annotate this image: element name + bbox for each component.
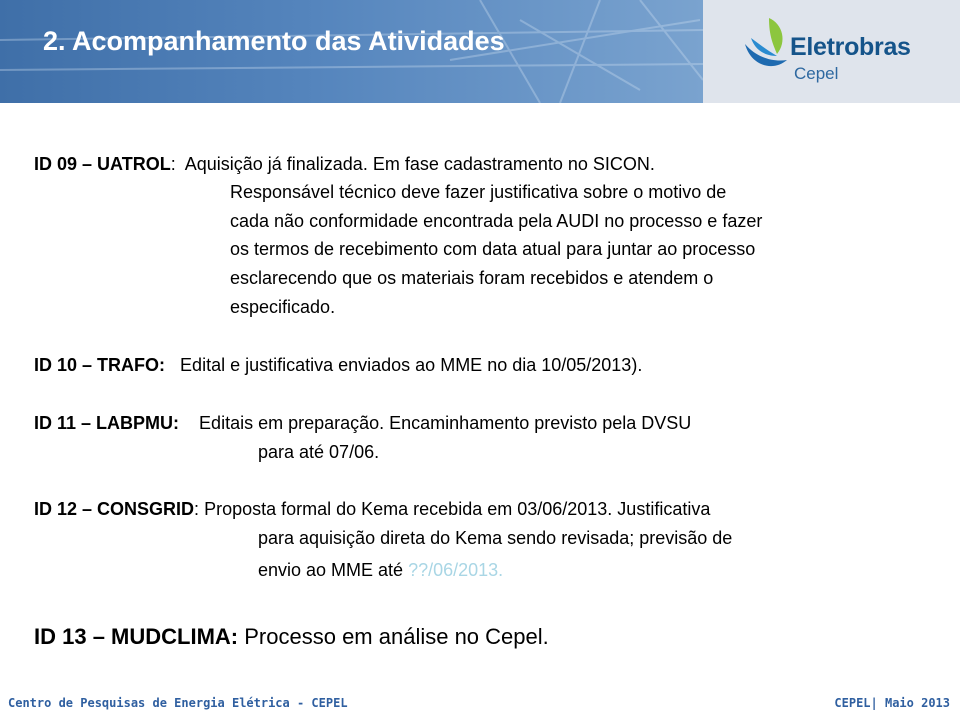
footer-institution: Centro de Pesquisas de Energia Elétrica - CEPEL (8, 696, 348, 710)
entry-id: ID 10 – TRAFO: (34, 355, 166, 375)
page-title: 2. Acompanhamento das Atividades (43, 26, 505, 56)
entry-sep (179, 413, 199, 433)
entry-id11 (34, 413, 691, 434)
entry-sep (165, 355, 180, 375)
entry-line: Aquisição já finalizada. Em fase cadastramento no SICON. (184, 154, 655, 174)
entry-line: para até 07/06. (258, 442, 380, 462)
entry-line: para aquisição direta do Kema sendo revisada; previsão de (258, 528, 733, 548)
entry-line-prefix: envio ao MME até (258, 560, 409, 580)
footer (0, 690, 960, 720)
pending-date: ??/06/2013. (408, 560, 504, 580)
entry-line: Responsável técnico deve fazer justificativa sobre o motivo de (230, 182, 727, 202)
logo-sub: Cepel (794, 64, 839, 83)
header-banner (0, 0, 703, 103)
entry-line: Edital e justificativa enviados ao MME no dia 10/05/2013). (180, 355, 643, 375)
entry-id12 (34, 499, 710, 520)
entry-id: ID 09 – UATROL (34, 154, 171, 174)
entry-id10 (34, 355, 642, 376)
entry-line: cada não conformidade encontrada pela AUDI no processo e fazer (230, 211, 763, 231)
entry-line: Editais em preparação. Encaminhamento previsto pela DVSU (199, 413, 692, 433)
logo-name: Eletrobras (790, 33, 911, 61)
entry-id: ID 11 – LABPMU: (34, 413, 180, 433)
entry-id: ID 12 – CONSGRID (34, 499, 195, 519)
entry-line: especificado. (230, 297, 336, 317)
logo (703, 0, 960, 103)
entry-line-last (258, 560, 503, 581)
entry-line: Processo em análise no Cepel. (244, 624, 549, 649)
entry-id13 (34, 624, 549, 650)
footer-date: CEPEL| Maio 2013 (834, 696, 950, 710)
eletrobras-leaf-icon (739, 14, 791, 72)
entry-line: esclarecendo que os materiais foram recebidos e atendem o (230, 268, 714, 288)
entry-id: ID 13 – MUDCLIMA: (34, 624, 239, 649)
entry-line: Proposta formal do Kema recebida em 03/06/2013. Justificativa (204, 499, 711, 519)
entry-line: os termos de recebimento com data atual para juntar ao processo (230, 239, 756, 259)
entry-id09 (34, 154, 655, 175)
entry-sep: : (194, 499, 205, 519)
entry-sep: : (170, 154, 185, 174)
